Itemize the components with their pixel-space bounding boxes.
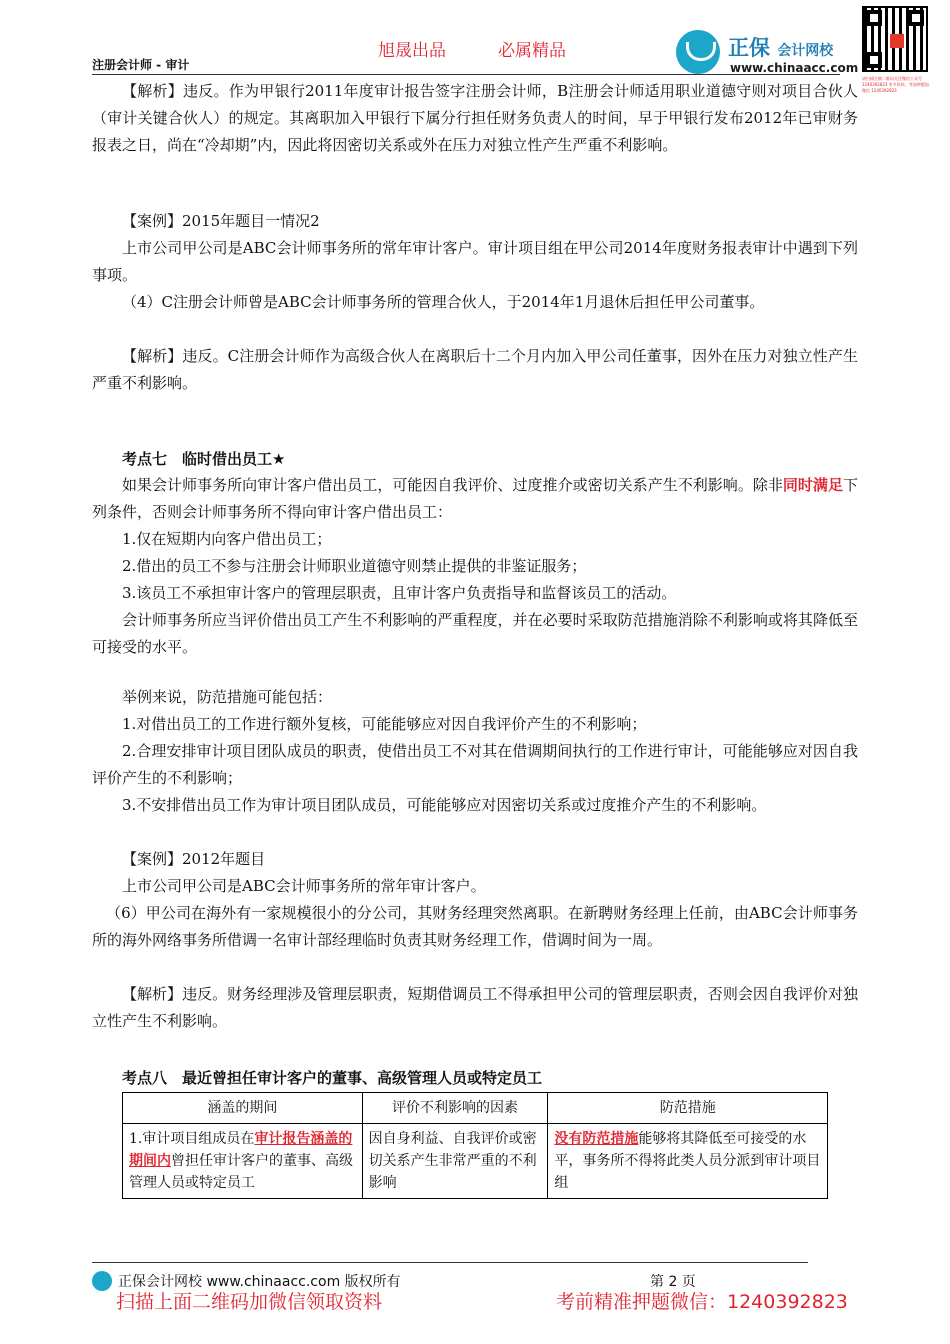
footer-copyright: 正保会计网校 www.chinaacc.com 版权所有 (118, 1274, 401, 1290)
logo-emblem-icon (676, 30, 720, 74)
header-subject: 注册会计师 - 审计 (92, 58, 190, 72)
analysis-paragraph-1: 【解析】违反。作为甲银行2011年度审计报告签字注册会计师，B注册会计师适用职业道德守则对项目合伙人（审计关键合伙人）的规定。其离职加入甲银行下属分行担任财务负责人的时间，早于甲银行发布2012年已审财务报表之日，尚在“冷却期”内，因此将因密切关系或外在压力对独立性产生严重不利影响。 (92, 82, 858, 154)
table-header-factors: 评价不利影响的因素 (362, 1093, 548, 1124)
table-cell-factors: 因自身利益、自我评价或密切关系产生非常严重的不利影响 (362, 1124, 548, 1199)
measure-item-1: 1.对借出员工的工作进行额外复核，可能能够应对因自我评价产生的不利影响； (122, 715, 647, 733)
condition-item-2: 2.借出的员工不参与注册会计师职业道德守则禁止提供的非鉴证服务； (122, 557, 587, 575)
table-header-safeguards: 防范措施 (548, 1093, 828, 1124)
table-cell-period: 1.审计项目组成员在审计报告涵盖的期间内曾担任审计客户的董事、高级管理人员或特定员工 (123, 1124, 363, 1199)
section-7-evaluation: 会计师事务所应当评价借出员工产生不利影响的严重程度，并在必要时采取防范措施消除不利影响或将其降低至可接受的水平。 (92, 611, 858, 656)
analysis-paragraph-2: 【解析】违反。C注册会计师作为高级合伙人在离职后十二个月内加入甲公司任董事，因外在压力对独立性产生严重不利影响。 (92, 347, 858, 392)
highlight-simultaneous: 同时满足 (782, 476, 843, 494)
section-8-table (122, 1092, 828, 1199)
case-item-6: （6）甲公司在海外有一家规模很小的分公司，其财务经理突然离职。在新聘财务经理上任前，由ABC会计师事务所的海外网络事务所借调一名审计部经理临时负责其财务经理工作，借调时间为一周。 (92, 904, 858, 949)
measure-item-3: 3.不安排借出员工作为审计项目团队成员，可能能够应对因密切关系或过度推介产生的不利影响。 (122, 796, 767, 814)
condition-item-1: 1.仅在短期内向客户借出员工； (122, 530, 332, 548)
logo-name: 正保 会计网校 (728, 36, 834, 60)
table-header-period: 涵盖的期间 (123, 1093, 363, 1124)
qr-caption: 请扫描左侧二维码关注微信公众号 1240392823 更多资料，考前押题加微信 1240392823 (862, 76, 929, 93)
section-heading-7: 考点七 临时借出员工★ (122, 450, 286, 468)
analysis-paragraph-3: 【解析】违反。财务经理涉及管理层职责，短期借调员工不得承担甲公司的管理层职责，否则会因自我评价对独立性产生不利影响。 (92, 985, 858, 1030)
header-slogan-right: 必属精品 (498, 41, 566, 61)
footer-divider (92, 1262, 808, 1263)
header-slogan-left: 旭晟出品 (378, 41, 446, 61)
logo-url: www.chinaacc.com (730, 61, 859, 75)
section-heading-8: 考点八 最近曾担任审计客户的董事、高级管理人员或特定员工 (122, 1069, 543, 1087)
footer-logo-icon (92, 1271, 112, 1291)
footer-promo-left: 扫描上面二维码加微信领取资料 (116, 1291, 383, 1313)
case-item-4: （4）C注册会计师曾是ABC会计师事务所的管理合伙人，于2014年1月退休后担任甲公司董事。 (122, 293, 765, 311)
case-title-2015: 【案例】2015年题目一情况2 (122, 212, 320, 230)
condition-item-3: 3.该员工不承担审计客户的管理层职责，且审计客户负责指导和监督该员工的活动。 (122, 584, 677, 602)
case-intro-2012: 上市公司甲公司是ABC会计师事务所的常年审计客户。 (122, 877, 486, 895)
footer-promo-right: 考前精准押题微信：1240392823 (556, 1291, 848, 1313)
section-7-intro: 如果会计师事务所向审计客户借出员工，可能因自我评价、过度推介或密切关系产生不利影响。除非同时满足下列条件，否则会计师事务所不得向审计客户借出员工： (92, 476, 858, 521)
table-header-row (123, 1093, 828, 1124)
measure-item-2: 2.合理安排审计项目团队成员的职责，使借出员工不对其在借调期间执行的工作进行审计，可能能够应对因自我评价产生的不利影响； (92, 742, 858, 787)
case-title-2012: 【案例】2012年题目 (122, 850, 266, 868)
case-intro-2015: 上市公司甲公司是ABC会计师事务所的常年审计客户。审计项目组在甲公司2014年度财务报表审计中遇到下列事项。 (92, 239, 858, 284)
measures-intro: 举例来说，防范措施可能包括： (122, 688, 333, 706)
footer-page-number: 第 2 页 (650, 1274, 696, 1290)
table-row (123, 1124, 828, 1199)
brand-logo (676, 28, 861, 80)
qr-code-icon (862, 6, 928, 72)
table-cell-safeguards: 没有防范措施能够将其降低至可接受的水平，事务所不得将此类人员分派到审计项目组 (548, 1124, 828, 1199)
